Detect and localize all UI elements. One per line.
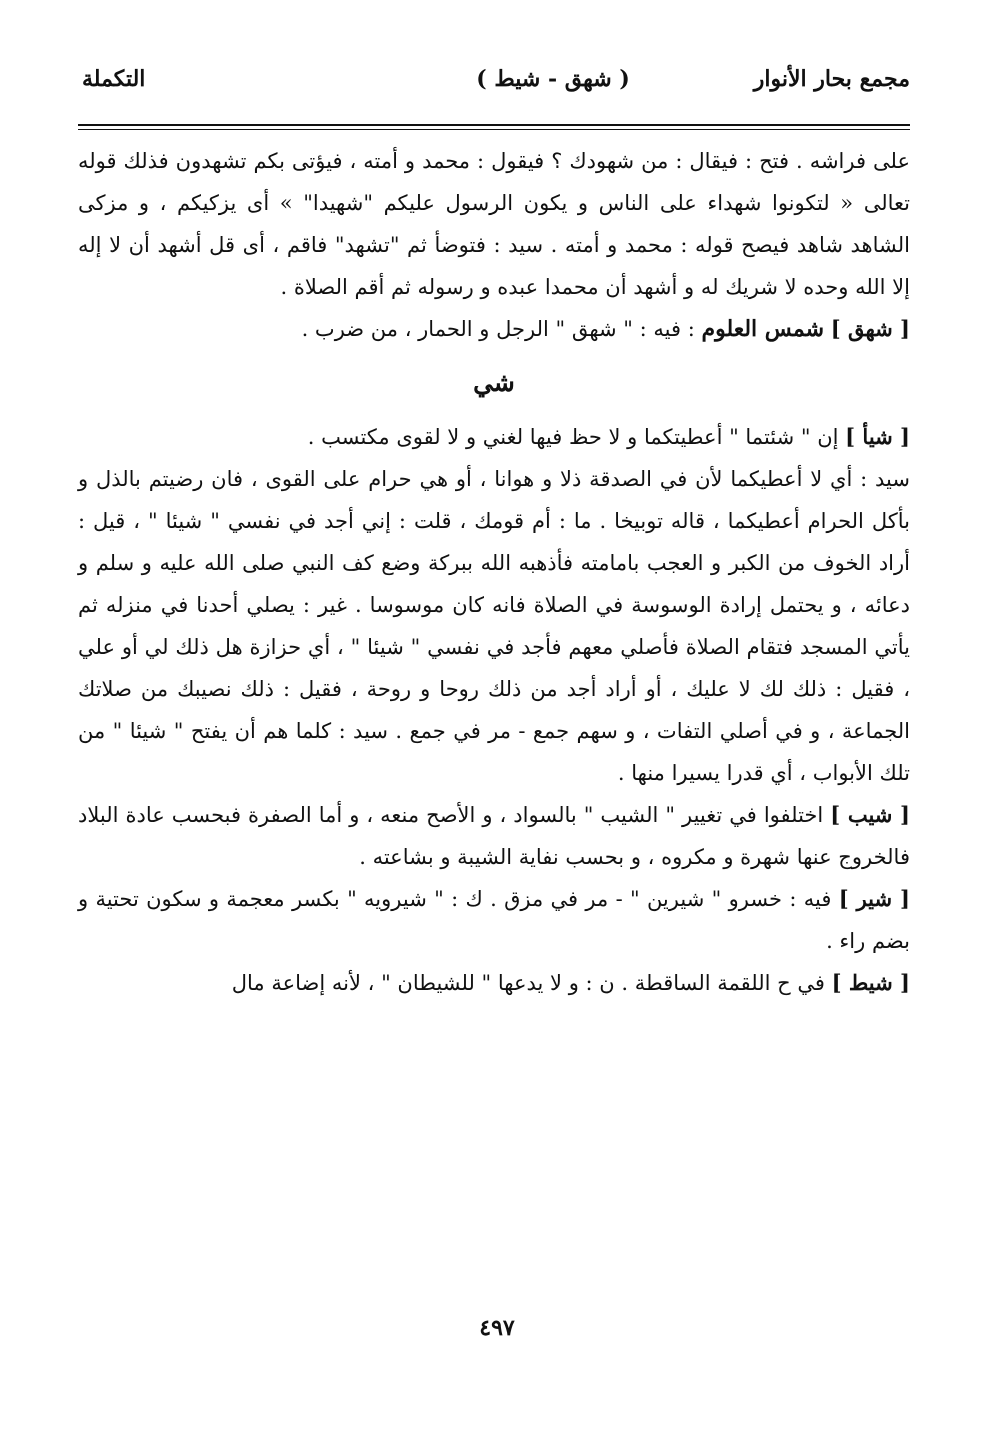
entry-headword: [ شيب ]: [830, 802, 910, 827]
page-number: ٤٩٧: [479, 1315, 515, 1341]
header-rule-thick: [78, 124, 910, 126]
header-rule-thin: [78, 129, 910, 130]
entry-headword: [ شير ]: [838, 886, 910, 911]
entry-shay: [78, 416, 910, 458]
entry-text: : فيه : " شهق " الرجل و الحمار ، من ضرب .: [301, 317, 695, 341]
entry-headword: [ شهق ]: [830, 316, 910, 341]
entry-headword: [ شيأ ]: [845, 424, 910, 449]
entry-text: في ح اللقمة الساقطة . ن : و لا يدعها " للشيطان " ، لأنه إضاعة مال: [231, 971, 825, 995]
entry-text: فيه : خسرو " شيرين " - مر في مزق . ك : " شيرويه " بكسر معجمة و سكون تحتية و بضم راء .: [78, 887, 910, 953]
entry-shir: [78, 878, 910, 962]
section-heading: شي: [473, 368, 515, 397]
entry-text: إن " شئتما " أعطيتكما و لا حظ فيها لغني و لا لقوى مكتسب .: [307, 425, 839, 449]
entry-headword: [ شيط ]: [831, 970, 910, 995]
page-header: [78, 58, 910, 122]
source-title: شمس العلوم: [701, 316, 825, 342]
entry-shahaqa: [78, 308, 910, 350]
page-body: [78, 140, 910, 1004]
header-section-label: التكملة: [82, 66, 146, 92]
paragraph-commentary: سيد : أي لا أعطيكما لأن في الصدقة ذلا و هوانا ، أو هي حرام على القوى ، فان رضيتم بالذل و بأكل الحرام أعطيكما ، قاله توبيخا . ما : أم قومك ، قلت : إني أجد في نفسي " شيئا " ، قيل : أراد الخوف من الكبر و العجب بامامته فأذهبه الله ببركة وضع كف النبي صلى الله عليه و سلم و دعائه ، و يحتمل إرادة الوسوسة في الصلاة فانه كان موسوسا . غير : يصلي أحدنا في منزله ثم يأتي المسجد فتقام الصلاة فأصلي معهم فأجد في نفسي " شيئا " ، أي حزازة هل ذلك لي أو علي ، فقيل : ذلك لك لا عليك ، أو أراد أجد من ذلك روحا و روحة ، فقيل : ذلك نصيبك من صلاتك الجماعة ، و في أصلي التفات ، و سهم جمع - مر في جمع . سيد : كلما هم أن يفتح " شيئا " من تلك الأبواب ، أي قدرا يسيرا منها .: [78, 467, 910, 785]
entry-shayt: [78, 962, 910, 1004]
header-entry-range: ( شهق - شيط ): [476, 66, 630, 92]
paragraph-continuation: على فراشه . فتح : فيقال : من شهودك ؟ فيقول : محمد و أمته ، فيؤتى بكم تشهدون فذلك قوله تعالى « لتكونوا شهداء على الناس و يكون الرسول عليكم "شهيدا" » أى يزكيكم ، و مزكى الشاهد شاهد فيصح قوله : محمد و أمته . سيد : فتوضأ ثم "تشهد" فاقم ، أى قل أشهد أن لا إله إلا الله وحده لا شريك له و أشهد أن محمدا عبده و رسوله ثم أقم الصلاة .: [78, 149, 910, 299]
header-book-title: مجمع بحار الأنوار: [753, 66, 910, 92]
entry-text: اختلفوا في تغيير " الشيب " بالسواد ، و الأصح منعه ، و أما الصفرة فبحسب عادة البلاد فالخروج عنها شهرة و مكروه ، و بحسب نفاية الشيبة و بشاعته .: [78, 803, 910, 869]
entry-shayb: [78, 794, 910, 878]
